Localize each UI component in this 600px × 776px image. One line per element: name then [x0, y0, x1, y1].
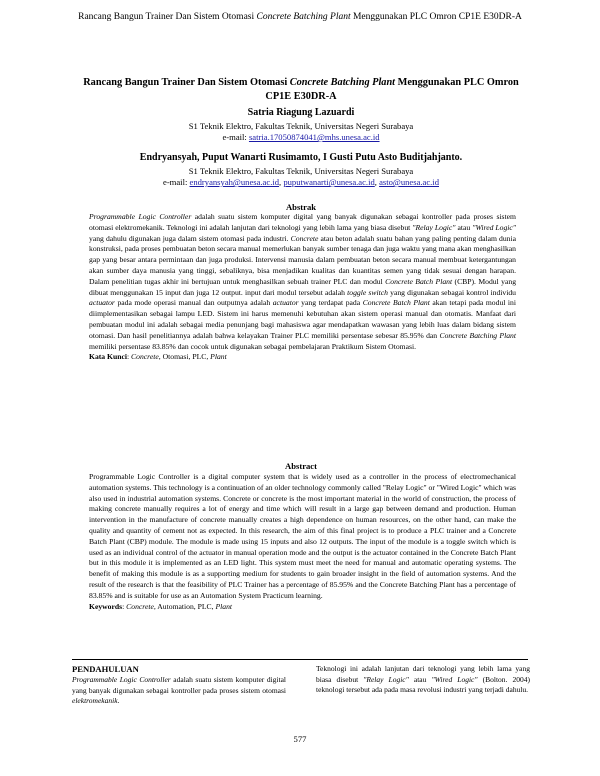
- pendahuluan-heading: PENDAHULUAN: [72, 664, 139, 674]
- author-2-affiliation: S1 Teknik Elektro, Fakultas Teknik, Universitas Negeri Surabaya: [188, 166, 414, 176]
- abstrak-body: Programmable Logic Controller adalah suatu sistem komputer digital yang banyak digunakan sebagai kontroller pada proses sistem otomasi elektromekanik. Teknologi ini adalah lanjutan dari teknologi yang lebih lama yang biasa disebut "Relay Logic" atau "Wired Logic" yang dahulu digunakan juga dalam sistem otomasi pada industri. Concrete atau beton adalah suatu bahan yang paling penting dalam dunia konstruksi, pada proses pembuatan beton secara manual memerlukan banyak sumber tenaga dan juga waktu yang mana akan menghasilkan gap yang besar antara permintaan dan juga produksi. Intervensi manusia dalam pembuatan beton secara manual membuat ketergantungan akan sumber daya manusia yang tinggi, sebaliknya, bisa menjadikan kualitas dan kuantitas semen yang tidak sesuai dengan harapan. Dalam penelitian tugas akhir ini bertujuan untuk menghasilkan sebuah trainer PLC dan modul Concrete Batch Plant (CBP). Modul yang dibuat menggunakan 15 input dan juga 12 output. input dari modul tersebut adalah toggle switch yang digunakan sebagai kontrol individu actuator pada mode operasi manual dan outputnya adalah actuator yang terdapat pada Concrete Batch Plant akan tetapi pada modul ini diimplementasikan sebagai lampu LED. Sistem ini harus memenuhi kebutuhan akan sistem operasi manual dan otomatis. Manfaat dari pembuatan modul ini adalah sebagai media penunjang bagi mahasiswa agar mendapatkan wawasan yang lebih luas dalam bidang sistem otomasi. Dan hasil penelitiannya adalah bahwa kelayakan Trainer PLC memiliki persentase sebesar 85.95% dan Concrete Batching Plant memiliki persentase 83.85% dan cocok untuk digunakan sebagai pembelajaran Praktikum Sistem Otomasi. Kata Kunci: Concrete, Otomasi, PLC, Plant: [89, 212, 517, 362]
- email-link-endryansyah[interactable]: endryansyah@unesa.ac.id: [189, 177, 280, 187]
- author-1-email-line: e-mail: satria.17050874041@mhs.unesa.ac.id: [222, 132, 380, 142]
- abstrak-heading: Abstrak: [285, 202, 317, 212]
- author-1-email-link[interactable]: satria.17050874041@mhs.unesa.ac.id: [248, 132, 380, 142]
- pendahuluan-right-column: Teknologi ini adalah lanjutan dari teknologi yang lebih lama yang biasa disebut "Relay Logic" atau "Wired Logic" (Bolton. 2004) teknologi tersebut ada pada masa revolusi industri yang terjadi dahulu.: [316, 664, 530, 695]
- author-2-names: Endryansyah, Puput Wanarti Rusimamto, I Gusti Putu Asto Buditjahjanto.: [139, 152, 463, 163]
- page-number: 577: [293, 734, 307, 744]
- pendahuluan-left-column: Programmable Logic Controller adalah suatu sistem komputer digital yang banyak digunakan sebagai kontroller pada proses sistem otomasi elektromekanik.: [72, 675, 286, 706]
- abstract-heading: Abstract: [285, 461, 317, 471]
- abstract-body: Programmable Logic Controller is a digital computer system that is widely used as a controller in the process of electromechanical automation systems. This technology is a continuation of an older technology commonly called "Relay Logic" or "Wired Logic" which was also used in industrial automation systems. Concrete or concrete is the most important material in the world of construction, the process of making concrete manually requires a lot of energy and time which will result in a large gap between demand and production. Human intervention in the manufacture of concrete manually creates a high dependence on human resources, on the other hand, can make the quality and quantity of cement not as expected. In this research, the aim of this final project is to produce a PLC trainer and a Concrete Batch Plant (CBP) module. The module is made using 15 inputs and also 12 outputs. The input of the module is a toggle switch which is used as an individual control of the actuator in manual operation mode and the output is the actuator contained in the Concrete Batch Plant but in this module it is implemented as an LED light. This system must meet the need for manual and automatic operating systems. The benefit of making this module is as a supporting medium for students to gain broader insight in the field of automation systems. And the result of the research is that the feasibility of PLC Trainer has a percentage of 85.95% and the Concrete Batching Plant has a percentage of 83.85% and is suitable for use as an Automation System Practicum learning. Keywords: Concrete, Automation, PLC, Plant: [89, 472, 516, 611]
- paper-title: Rancang Bangun Trainer Dan Sistem Otomasi Concrete Batching Plant Menggunakan PLC Omron CP1E E30DR-A: [83, 77, 519, 102]
- abstract-keywords: Keywords: Concrete, Automation, PLC, Plant: [89, 601, 233, 611]
- author-1-name: Satria Riagung Lazuardi: [247, 107, 355, 118]
- running-header: Rancang Bangun Trainer Dan Sistem Otomasi Concrete Batching Plant Menggunakan PLC Omron CP1E E30DR-A: [78, 12, 522, 22]
- author-2-email-line: e-mail: endryansyah@unesa.ac.id, puputwanarti@unesa.ac.id, asto@unesa.ac.id: [163, 177, 439, 187]
- author-1-affiliation: S1 Teknik Elektro, Fakultas Teknik, Universitas Negeri Surabaya: [188, 121, 414, 131]
- email-link-puputwanarti[interactable]: puputwanarti@unesa.ac.id: [283, 177, 375, 187]
- email-link-asto[interactable]: asto@unesa.ac.id: [379, 177, 439, 187]
- abstrak-keywords: Kata Kunci: Concrete, Otomasi, PLC, Plant: [89, 352, 227, 362]
- section-divider: [72, 659, 528, 660]
